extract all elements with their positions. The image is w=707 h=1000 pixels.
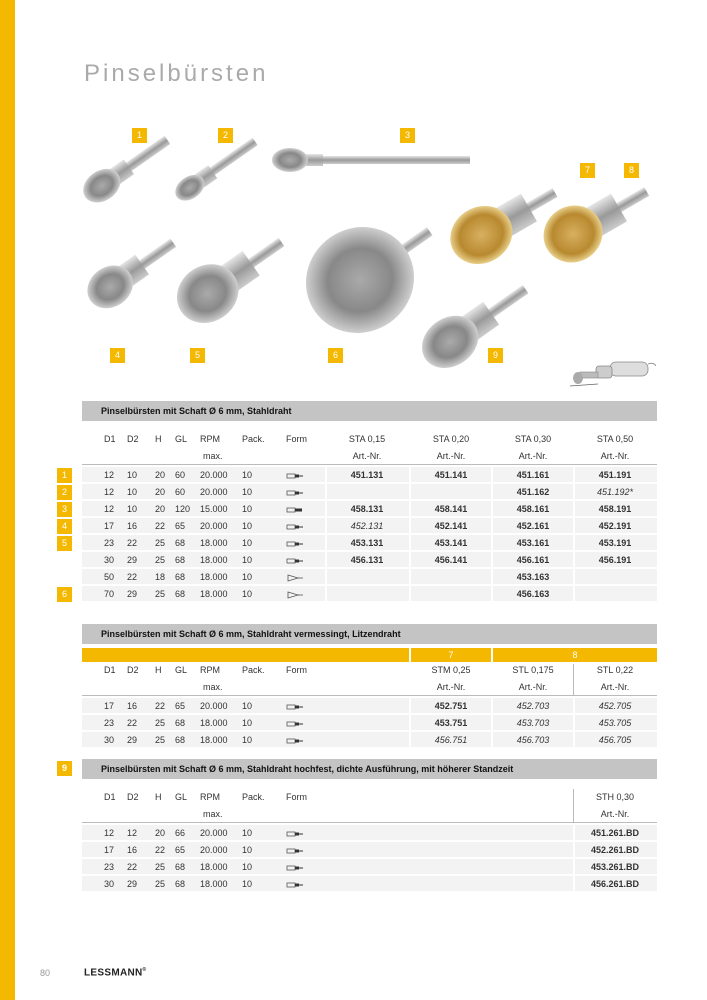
article-number: 456.141 [434, 555, 468, 565]
table3-title: Pinselbürsten mit Schaft Ø 6 mm, Stahldraht hochfest, dichte Ausführung, mit höherer Standzeit [101, 764, 514, 774]
article-number: 451.191 [598, 470, 632, 480]
cell-gl: 60 [175, 487, 186, 497]
artnr-label: Art.-Nr. [600, 451, 630, 461]
article-number: 452.261.BD [590, 845, 640, 855]
article-number: 456.131 [350, 555, 384, 565]
article-number: 458.191 [598, 504, 632, 514]
table2-heading: Pinselbürsten mit Schaft Ø 6 mm, Stahldraht vermessingt, Litzendraht [82, 624, 657, 644]
article-number: 452.191 [598, 521, 632, 531]
cell-d2: 16 [127, 701, 138, 711]
band-8: 8 [493, 648, 657, 662]
col-d1: D1 [104, 434, 116, 444]
cell-d2: 22 [127, 572, 138, 582]
cell-d1: 17 [104, 701, 115, 711]
article-number: 453.191 [598, 538, 632, 548]
article-number: 456.191 [598, 555, 632, 565]
photo-badge-7: 7 [580, 163, 595, 178]
table2-header-row [82, 662, 657, 679]
cell-pack: 10 [242, 828, 253, 838]
col-sta050: STA 0,50 [596, 434, 634, 444]
cell-pack: 10 [242, 572, 253, 582]
cell-d2: 22 [127, 862, 138, 872]
cell-h: 22 [155, 701, 166, 711]
cell-d1: 12 [104, 828, 115, 838]
col-sth030: STH 0,30 [595, 792, 635, 802]
article-number: 456.161 [516, 555, 550, 565]
cell-gl: 60 [175, 470, 186, 480]
table-row [61, 482, 657, 499]
article-number: 452.705 [598, 701, 632, 711]
photo-badge-4: 4 [110, 348, 125, 363]
cell-pack: 10 [242, 845, 253, 855]
cell-d1: 23 [104, 718, 115, 728]
cell-h: 25 [155, 555, 166, 565]
cell-pack: 10 [242, 555, 253, 565]
cell-d1: 70 [104, 589, 115, 599]
col-gl: GL [175, 792, 188, 802]
table-row [82, 696, 657, 713]
cell-d2: 10 [127, 504, 138, 514]
form-brush-icon [286, 472, 304, 480]
col-d2: D2 [127, 792, 139, 802]
form-brush-icon [286, 523, 304, 531]
photo-badge-1: 1 [132, 128, 147, 143]
column-separator [573, 586, 575, 603]
cell-d2: 16 [127, 845, 138, 855]
table1-heading: Pinselbürsten mit Schaft Ø 6 mm, Stahldraht [82, 401, 657, 421]
table-row [61, 584, 657, 601]
cell-pack: 10 [242, 879, 253, 889]
article-number: 453.703 [516, 718, 550, 728]
col-sta015: STA 0,15 [348, 434, 386, 444]
col-h: H [155, 665, 162, 675]
yellow-side-bar [0, 0, 15, 1000]
artnr-label: Art.-Nr. [518, 682, 548, 692]
brand-logo [84, 967, 147, 978]
article-number: 453.163 [516, 572, 550, 582]
article-number: 456.751 [434, 735, 468, 745]
cell-rpm: 18.000 [200, 862, 228, 872]
cell-rpm: 18.000 [200, 879, 228, 889]
cell-rpm: 18.000 [200, 572, 228, 582]
article-number: 453.131 [350, 538, 384, 548]
table-row [82, 713, 657, 730]
form-cone-icon [286, 574, 304, 582]
artnr-label: Art.-Nr. [600, 682, 630, 692]
table-row [82, 857, 657, 874]
cell-d2: 29 [127, 879, 138, 889]
cell-d1: 12 [104, 470, 115, 480]
cell-d2: 29 [127, 589, 138, 599]
row-number-badge: 5 [57, 536, 72, 551]
col-rpm-max: max. [203, 451, 223, 461]
col-d2: D2 [127, 434, 139, 444]
row-number-badge: 4 [57, 519, 72, 534]
col-sta030: STA 0,30 [514, 434, 552, 444]
form-brush-icon [286, 847, 304, 855]
cell-gl: 65 [175, 845, 186, 855]
cell-h: 20 [155, 487, 166, 497]
cell-rpm: 20.000 [200, 487, 228, 497]
table2-band-row [82, 648, 657, 662]
form-brush-icon [286, 881, 304, 889]
form-brush-icon [286, 557, 304, 565]
cell-d2: 29 [127, 555, 138, 565]
cell-rpm: 18.000 [200, 718, 228, 728]
photo-badge-6: 6 [328, 348, 343, 363]
artnr-label: Art.-Nr. [352, 451, 382, 461]
table-row [61, 516, 657, 533]
cell-pack: 10 [242, 521, 253, 531]
row-number-badge: 3 [57, 502, 72, 517]
table-row [61, 499, 657, 516]
cell-h: 18 [155, 572, 166, 582]
cell-gl: 68 [175, 718, 186, 728]
article-number: 458.161 [516, 504, 550, 514]
form-brush-icon [286, 703, 304, 711]
cell-d1: 23 [104, 538, 115, 548]
cell-d2: 29 [127, 735, 138, 745]
col-h: H [155, 434, 162, 444]
cell-pack: 10 [242, 718, 253, 728]
cell-pack: 10 [242, 504, 253, 514]
cell-rpm: 20.000 [200, 470, 228, 480]
brand-name: LESSMANN [84, 967, 143, 979]
cell-gl: 68 [175, 735, 186, 745]
col-stm025: STM 0,25 [431, 665, 471, 675]
article-number: 451.131 [350, 470, 384, 480]
cell-rpm: 20.000 [200, 845, 228, 855]
cell-rpm: 20.000 [200, 701, 228, 711]
cell-pack: 10 [242, 589, 253, 599]
cell-gl: 68 [175, 862, 186, 872]
col-d1: D1 [104, 665, 116, 675]
cell-d1: 30 [104, 555, 115, 565]
article-number: 451.141 [434, 470, 468, 480]
cell-pack: 10 [242, 735, 253, 745]
row-number-badge: 2 [57, 485, 72, 500]
table3-subheader-row [82, 806, 657, 823]
cell-d1: 17 [104, 845, 115, 855]
article-number: 452.703 [516, 701, 550, 711]
article-number: 456.261.BD [590, 879, 640, 889]
cell-rpm: 18.000 [200, 555, 228, 565]
table2-col-divider [573, 664, 574, 698]
cell-d2: 22 [127, 538, 138, 548]
table3-col-divider [573, 789, 574, 823]
col-rpm: RPM [200, 792, 220, 802]
brand-mark: ® [142, 967, 147, 973]
col-rpm-max: max. [203, 682, 223, 692]
table-row [82, 730, 657, 747]
cell-pack: 10 [242, 538, 253, 548]
cell-h: 25 [155, 862, 166, 872]
cell-gl: 68 [175, 538, 186, 548]
cell-h: 25 [155, 879, 166, 889]
col-form: Form [286, 665, 307, 675]
form-brush-icon [286, 489, 304, 497]
cell-h: 25 [155, 735, 166, 745]
artnr-label: Art.-Nr. [436, 682, 466, 692]
table-row [61, 465, 657, 482]
table-row [82, 823, 657, 840]
cell-d2: 10 [127, 487, 138, 497]
cell-gl: 65 [175, 701, 186, 711]
cell-gl: 68 [175, 589, 186, 599]
cell-rpm: 18.000 [200, 589, 228, 599]
cell-d1: 50 [104, 572, 115, 582]
form-brush-icon [286, 830, 304, 838]
col-rpm-max: max. [203, 809, 223, 819]
row-number-badge: 1 [57, 468, 72, 483]
col-stl0175: STL 0,175 [512, 665, 554, 675]
article-number: 453.161 [516, 538, 550, 548]
article-number: 452.751 [434, 701, 468, 711]
col-gl: GL [175, 434, 188, 444]
cell-d2: 12 [127, 828, 138, 838]
article-number: 451.261.BD [590, 828, 640, 838]
cell-rpm: 18.000 [200, 538, 228, 548]
col-pack: Pack. [242, 665, 265, 675]
col-stl022: STL 0,22 [596, 665, 634, 675]
artnr-label: Art.-Nr. [436, 451, 466, 461]
col-sta020: STA 0,20 [432, 434, 470, 444]
article-number: 453.751 [434, 718, 468, 728]
col-rpm: RPM [200, 434, 220, 444]
page-title: Pinselbürsten [84, 60, 269, 87]
col-form: Form [286, 792, 307, 802]
cell-pack: 10 [242, 701, 253, 711]
cell-d1: 23 [104, 862, 115, 872]
article-number: 451.192* [596, 487, 634, 497]
die-grinder-icon [568, 358, 656, 390]
col-form: Form [286, 434, 307, 444]
table3-heading [61, 759, 657, 779]
cell-d2: 10 [127, 470, 138, 480]
col-d2: D2 [127, 665, 139, 675]
cell-d1: 17 [104, 521, 115, 531]
table-row [82, 874, 657, 891]
cell-gl: 66 [175, 828, 186, 838]
form-brush-icon [286, 864, 304, 872]
article-number: 458.141 [434, 504, 468, 514]
table1-subheader-row [82, 448, 657, 465]
form-cone-icon [286, 591, 304, 599]
cell-pack: 10 [242, 862, 253, 872]
article-number: 456.703 [516, 735, 550, 745]
article-number: 451.161 [516, 470, 550, 480]
cell-h: 22 [155, 845, 166, 855]
table-row [82, 567, 657, 584]
form-brush-icon [286, 506, 304, 514]
table3-header-row [82, 789, 657, 806]
article-number: 453.705 [598, 718, 632, 728]
table2-subheader-row [82, 679, 657, 696]
cell-d1: 30 [104, 735, 115, 745]
cell-gl: 68 [175, 572, 186, 582]
cell-h: 22 [155, 521, 166, 531]
form-brush-icon [286, 737, 304, 745]
article-number: 452.161 [516, 521, 550, 531]
cell-pack: 10 [242, 487, 253, 497]
col-gl: GL [175, 665, 188, 675]
photo-badge-9: 9 [488, 348, 503, 363]
col-pack: Pack. [242, 792, 265, 802]
table2 [82, 624, 657, 747]
cell-h: 25 [155, 538, 166, 548]
cell-rpm: 18.000 [200, 735, 228, 745]
column-separator [409, 586, 411, 603]
col-d1: D1 [104, 792, 116, 802]
article-number: 456.163 [516, 589, 550, 599]
table-row [82, 550, 657, 567]
cell-h: 20 [155, 504, 166, 514]
row-number-badge: 6 [57, 587, 72, 602]
article-number: 451.162 [516, 487, 550, 497]
article-number: 458.131 [350, 504, 384, 514]
cell-h: 25 [155, 589, 166, 599]
cell-d1: 30 [104, 879, 115, 889]
cell-h: 20 [155, 470, 166, 480]
column-separator [325, 586, 327, 603]
cell-h: 25 [155, 718, 166, 728]
form-brush-icon [286, 540, 304, 548]
article-number: 453.141 [434, 538, 468, 548]
band-7: 7 [411, 648, 491, 662]
form-brush-icon [286, 720, 304, 728]
article-number: 453.261.BD [590, 862, 640, 872]
table2-band-left [82, 648, 409, 662]
table-row [61, 533, 657, 550]
cell-d2: 22 [127, 718, 138, 728]
photo-badge-5: 5 [190, 348, 205, 363]
cell-rpm: 20.000 [200, 521, 228, 531]
article-number: 456.705 [598, 735, 632, 745]
cell-rpm: 15.000 [200, 504, 228, 514]
table3 [61, 759, 657, 891]
col-h: H [155, 792, 162, 802]
cell-gl: 65 [175, 521, 186, 531]
table1 [61, 401, 657, 601]
cell-pack: 10 [242, 470, 253, 480]
table-row [82, 840, 657, 857]
cell-gl: 68 [175, 555, 186, 565]
cell-h: 20 [155, 828, 166, 838]
cell-gl: 68 [175, 879, 186, 889]
cell-gl: 120 [175, 504, 191, 514]
photo-badge-3: 3 [400, 128, 415, 143]
col-pack: Pack. [242, 434, 265, 444]
table3-number: 9 [57, 761, 72, 776]
cell-d2: 16 [127, 521, 138, 531]
table1-header-row [82, 431, 657, 448]
cell-rpm: 20.000 [200, 828, 228, 838]
artnr-label: Art.-Nr. [518, 451, 548, 461]
col-rpm: RPM [200, 665, 220, 675]
cell-d1: 12 [104, 487, 115, 497]
photo-badge-8: 8 [624, 163, 639, 178]
photo-badge-2: 2 [218, 128, 233, 143]
cell-d1: 12 [104, 504, 115, 514]
article-number: 452.131 [350, 521, 384, 531]
artnr-label: Art.-Nr. [600, 809, 630, 819]
article-number: 452.141 [434, 521, 468, 531]
page-number: 80 [40, 968, 51, 978]
